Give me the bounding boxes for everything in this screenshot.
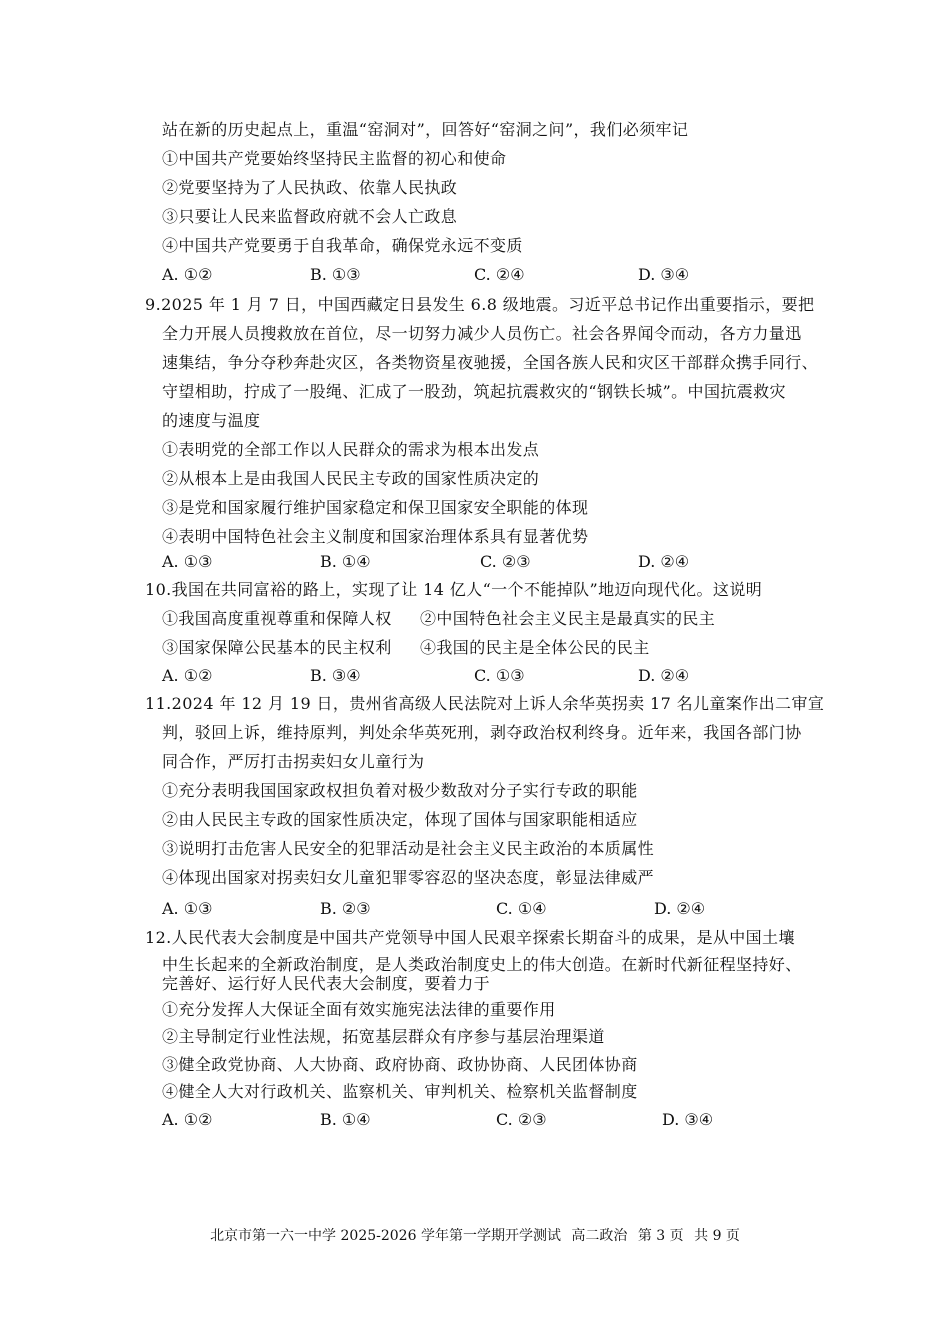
q11-option-b: B. ②③ — [320, 899, 371, 918]
footer-subject: 高二政治 — [571, 1228, 628, 1244]
q9-option-d: D. ②④ — [638, 552, 690, 571]
q10-statement-4: ④我国的民主是全体公民的民主 — [420, 638, 650, 657]
q11-statement-4: ④体现出国家对拐卖妇女儿童犯罪零容忍的坚决态度，彰显法律威严 — [162, 868, 655, 887]
q12-option-d: D. ③④ — [662, 1110, 714, 1129]
q12-option-b: B. ①④ — [320, 1110, 371, 1129]
footer-total-pages: 共 9 页 — [694, 1228, 740, 1244]
q12-statement-4: ④健全人大对行政机关、监察机关、审判机关、检察机关监督制度 — [162, 1082, 638, 1101]
q9-statement-1: ①表明党的全部工作以人民群众的需求为根本出发点 — [162, 440, 540, 459]
q9-stem-line-5: 的速度与温度 — [162, 411, 261, 430]
q8-statement-4: ④中国共产党要勇于自我革命，确保党永远不变质 — [162, 236, 523, 255]
q12-statement-3: ③健全政党协商、人大协商、政府协商、政协协商、人民团体协商 — [162, 1055, 638, 1074]
q12-statement-2: ②主导制定行业性法规，拓宽基层群众有序参与基层治理渠道 — [162, 1027, 605, 1046]
q9-option-c: C. ②③ — [480, 552, 531, 571]
q11-option-c: C. ①④ — [496, 899, 547, 918]
q8-stem-tail: 站在新的历史起点上，重温“窑洞对”，回答好“窑洞之问”，我们必须牢记 — [162, 120, 689, 139]
footer-page-number: 第 3 页 — [637, 1228, 684, 1244]
q11-statement-3: ③说明打击危害人民安全的犯罪活动是社会主义民主政治的本质属性 — [162, 839, 655, 858]
q9-stem-line-1: 9.2025 年 1 月 7 日，中国西藏定日县发生 6.8 级地震。习近平总书记作出重要指示，要把 — [145, 295, 815, 314]
q10-option-d: D. ②④ — [638, 666, 690, 685]
q12-option-c: C. ②③ — [496, 1110, 547, 1129]
q8-option-a: A. ①② — [162, 265, 213, 284]
q8-option-d: D. ③④ — [638, 265, 690, 284]
q8-option-c: C. ②④ — [474, 265, 525, 284]
q11-stem-line-2: 判，驳回上诉，维持原判，判处余华英死刑，剥夺政治权利终身。近年来，我国各部门协 — [162, 723, 802, 742]
q11-statement-2: ②由人民民主专政的国家性质决定，体现了国体与国家职能相适应 — [162, 810, 638, 829]
q9-stem-line-2: 全力开展人员搜救放在首位，尽一切努力减少人员伤亡。社会各界闻令而动，各方力量迅 — [162, 324, 802, 343]
q9-option-a: A. ①③ — [162, 552, 213, 571]
q12-statement-1: ①充分发挥人大保证全面有效实施宪法法律的重要作用 — [162, 1000, 556, 1019]
q10-statement-2: ②中国特色社会主义民主是最真实的民主 — [420, 609, 716, 628]
q11-option-d: D. ②④ — [654, 899, 706, 918]
q9-statement-3: ③是党和国家履行维护国家稳定和保卫国家安全职能的体现 — [162, 498, 589, 517]
page-footer — [0, 1227, 950, 1245]
q11-option-a: A. ①③ — [162, 899, 213, 918]
q11-statement-1: ①充分表明我国国家政权担负着对极少数敌对分子实行专政的职能 — [162, 781, 638, 800]
q10-stem: 10.我国在共同富裕的路上，实现了让 14 亿人“一个不能掉队”地迈向现代化。这说明 — [145, 580, 763, 599]
q11-stem-line-3: 同合作，严厉打击拐卖妇女儿童行为 — [162, 752, 425, 771]
q8-option-b: B. ①③ — [310, 265, 361, 284]
footer-exam-title: 北京市第一六一中学 2025-2026 学年第一学期开学测试 — [210, 1228, 561, 1244]
q10-statement-1: ①我国高度重视尊重和保障人权 — [162, 609, 392, 628]
q10-option-a: A. ①② — [162, 666, 213, 685]
q12-option-a: A. ①② — [162, 1110, 213, 1129]
q11-stem-line-1: 11.2024 年 12 月 19 日，贵州省高级人民法院对上诉人余华英拐卖 17 名儿童案作出二审宣 — [145, 694, 825, 713]
q8-statement-1: ①中国共产党要始终坚持民主监督的初心和使命 — [162, 149, 507, 168]
q10-option-c: C. ①③ — [474, 666, 525, 685]
q10-option-b: B. ③④ — [310, 666, 361, 685]
q12-stem-line-2: 中生长起来的全新政治制度，是人类政治制度史上的伟大创造。在新时代新征程坚持好、 — [162, 955, 802, 974]
q8-statement-2: ②党要坚持为了人民执政、依靠人民执政 — [162, 178, 458, 197]
q9-stem-line-3: 速集结，争分夺秒奔赴灾区，各类物资星夜驰援，全国各族人民和灾区干部群众携手同行、 — [162, 353, 819, 372]
q9-stem-line-4: 守望相助，拧成了一股绳、汇成了一股劲，筑起抗震救灾的“钢铁长城”。中国抗震救灾 — [162, 382, 786, 401]
q12-stem-line-3: 完善好、运行好人民代表大会制度，要着力于 — [162, 974, 491, 993]
q9-statement-2: ②从根本上是由我国人民民主专政的国家性质决定的 — [162, 469, 540, 488]
q9-option-b: B. ①④ — [320, 552, 371, 571]
q8-statement-3: ③只要让人民来监督政府就不会人亡政息 — [162, 207, 458, 226]
q9-statement-4: ④表明中国特色社会主义制度和国家治理体系具有显著优势 — [162, 527, 589, 546]
q12-stem-line-1: 12.人民代表大会制度是中国共产党领导中国人民艰辛探索长期奋斗的成果，是从中国土壤 — [145, 928, 795, 947]
q10-statement-3: ③国家保障公民基本的民主权利 — [162, 638, 392, 657]
